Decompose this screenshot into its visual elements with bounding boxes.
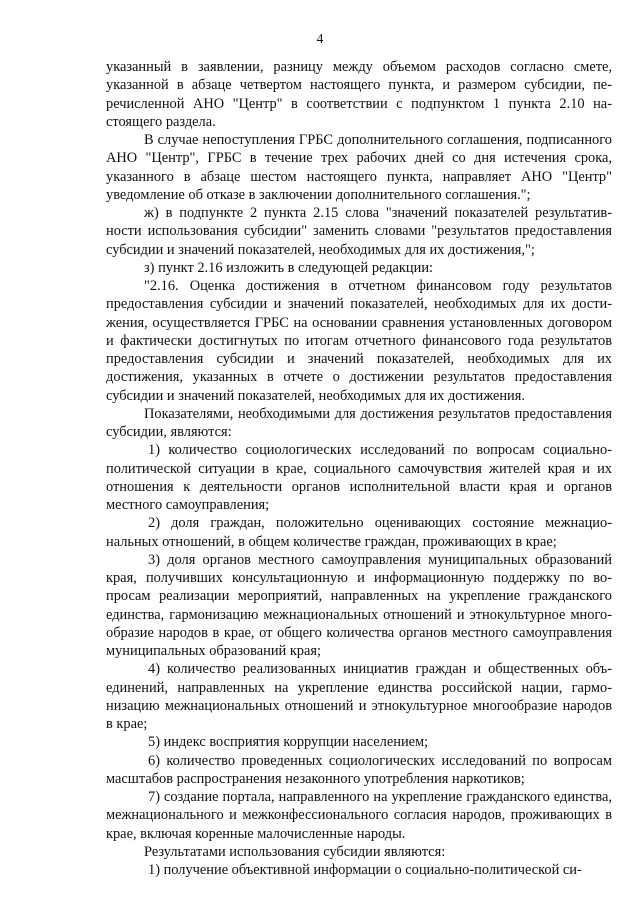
list-item: 5) индекс восприятия коррупции населением; bbox=[148, 734, 429, 751]
list-item: 6) количество проведенных социологических исследований по вопросам масштабов распространения незаконного употребления наркотиков; bbox=[106, 752, 612, 787]
paragraph: "2.16. Оценка достижения в отчетном финансовом году результатов предоставления субсидии и значений показателей, необходимых для их достижения, осуществляется ГРБС на основании сравнения установленных договором и фактически достигнутых по итогам отчетного финансового года результатов предоставления субсидии и значений показателей, необходимых для их достижения, указанных в отчете о достижении результатов предоставления субсидии и значений показателей, необходимых для их достижения. bbox=[106, 278, 612, 404]
paragraph: з) пункт 2.16 изложить в следующей редакции: bbox=[144, 259, 434, 276]
paragraph: Результатами использования субсидии являются: bbox=[144, 843, 446, 860]
paragraph: Показателями, необходимыми для достижения результатов предоставления субсидии, являются: bbox=[106, 405, 612, 440]
list-item: 1) количество социологических исследований по вопросам социально-политической ситуации в крае, социального самочувствия жителей края и их отношения к деятельности органов исполнительной власти края и органов местного самоуправления; bbox=[106, 442, 612, 513]
page-number: 4 bbox=[316, 31, 324, 46]
list-item: 1) получение объективной информации о социально-политической си- bbox=[148, 862, 582, 878]
list-item: 4) количество реализованных инициатив граждан и общественных объединений, направленных на укрепление единства российской нации, гармонизацию межнациональных отношений и этнокультурное многообразие народов в крае; bbox=[106, 661, 612, 732]
list-item: 3) доля органов местного самоуправления муниципальных образований края, получивших консультационную и информационную поддержку по вопросам реализации мероприятий, направленных на укрепление гражданского единства, гармонизацию межнациональных отношений и этнокультурное многообразие народов в крае, от общего количества органов местного самоуправления муниципальных образований края; bbox=[106, 551, 612, 659]
list-item: 2) доля граждан, положительно оценивающих состояние межнациональных отношений, в общем количестве граждан, проживающих в крае; bbox=[106, 515, 612, 550]
list-item: 7) создание портала, направленного на укрепление гражданского единства, межнационального и межконфессионального согласия народов, проживающих в крае, включая коренные малочисленные народы. bbox=[106, 789, 612, 842]
paragraph: ж) в подпункте 2 пункта 2.15 слова "значений показателей результативности использования субсидии" заменить словами "результатов предоставления субсидии и значений показателей, необходимых для их достижения,"; bbox=[106, 205, 612, 258]
paragraph: В случае непоступления ГРБС дополнительного соглашения, подписанного АНО "Центр", ГРБС в течение трех рабочих дней со дня истечения срока, указанного в абзаце шестом настоящего пункта, направляет АНО "Центр" уведомление об отказе в заключении дополнительного соглашения."; bbox=[106, 132, 612, 203]
document-body bbox=[106, 58, 612, 879]
paragraph: указанный в заявлении, разницу между объемом расходов согласно смете, указанной в абзаце четвертом настоящего пункта, и размером субсидии, перечисленной АНО "Центр" в соответствии с подпунктом 1 пункта 2.10 настоящего раздела. bbox=[106, 59, 612, 130]
